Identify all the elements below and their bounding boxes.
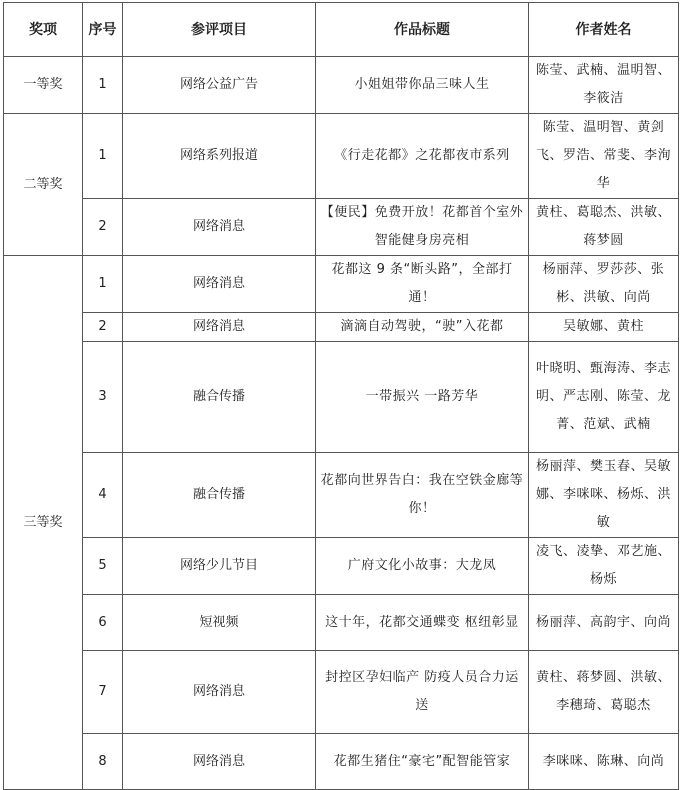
title-cell: 《行走花都》之花都夜市系列 [316, 114, 529, 199]
row-number: 1 [83, 114, 123, 199]
category-cell: 融合传播 [123, 342, 316, 453]
category-cell: 网络消息 [123, 651, 316, 734]
authors-cell: 陈莹、温明智、黄剑飞、罗浩、常斐、李洵华 [529, 114, 679, 199]
table-row [4, 256, 679, 313]
title-cell: 这十年，花都交通蝶变 枢纽彰显 [316, 595, 529, 651]
header-category: 参评项目 [123, 3, 316, 57]
header-number: 序号 [83, 3, 123, 57]
row-number: 6 [83, 595, 123, 651]
row-number: 7 [83, 651, 123, 734]
category-cell: 网络消息 [123, 256, 316, 313]
row-number: 5 [83, 538, 123, 595]
title-cell: 滴滴自动驾驶，“驶”入花都 [316, 313, 529, 342]
table-row [4, 538, 679, 595]
title-cell: 【便民】免费开放！花都首个室外智能健身房亮相 [316, 199, 529, 256]
row-number: 3 [83, 342, 123, 453]
table-row [4, 199, 679, 256]
table-row [4, 114, 679, 199]
authors-cell: 杨丽萍、高韵宇、向尚 [529, 595, 679, 651]
table-row [4, 734, 679, 790]
award-level-first: 一等奖 [4, 57, 83, 114]
category-cell: 网络少儿节目 [123, 538, 316, 595]
authors-cell: 凌飞、凌挚、邓艺施、杨烁 [529, 538, 679, 595]
authors-cell: 杨丽萍、樊玉春、吴敏娜、李咪咪、杨烁、洪敏 [529, 453, 679, 538]
category-cell: 网络公益广告 [123, 57, 316, 114]
title-cell: 一带振兴 一路芳华 [316, 342, 529, 453]
header-title: 作品标题 [316, 3, 529, 57]
authors-cell: 杨丽萍、罗莎莎、张彬、洪敏、向尚 [529, 256, 679, 313]
table-row [4, 57, 679, 114]
title-cell: 封控区孕妇临产 防疫人员合力运送 [316, 651, 529, 734]
category-cell: 网络消息 [123, 199, 316, 256]
awards-table [3, 2, 679, 790]
row-number: 4 [83, 453, 123, 538]
authors-cell: 叶晓明、甄海涛、李志明、严志刚、陈莹、龙菁、范斌、武楠 [529, 342, 679, 453]
table-row [4, 453, 679, 538]
category-cell: 短视频 [123, 595, 316, 651]
category-cell: 网络消息 [123, 313, 316, 342]
category-cell: 网络系列报道 [123, 114, 316, 199]
row-number: 2 [83, 313, 123, 342]
row-number: 1 [83, 57, 123, 114]
category-cell: 融合传播 [123, 453, 316, 538]
table-row [4, 595, 679, 651]
header-row [4, 3, 679, 57]
award-level-third: 三等奖 [4, 256, 83, 790]
authors-cell: 陈莹、武楠、温明智、李筱洁 [529, 57, 679, 114]
title-cell: 小姐姐带你品三味人生 [316, 57, 529, 114]
header-award: 奖项 [4, 3, 83, 57]
header-authors: 作者姓名 [529, 3, 679, 57]
title-cell: 花都这 9 条“断头路”，全部打通！ [316, 256, 529, 313]
authors-cell: 黄柱、葛聪杰、洪敏、蒋梦圆 [529, 199, 679, 256]
row-number: 1 [83, 256, 123, 313]
row-number: 2 [83, 199, 123, 256]
award-level-second: 二等奖 [4, 114, 83, 256]
title-cell: 广府文化小故事：大龙凤 [316, 538, 529, 595]
authors-cell: 吴敏娜、黄柱 [529, 313, 679, 342]
table-row [4, 651, 679, 734]
title-cell: 花都向世界告白：我在空铁金廊等你！ [316, 453, 529, 538]
authors-cell: 李咪咪、陈琳、向尚 [529, 734, 679, 790]
authors-cell: 黄柱、蒋梦圆、洪敏、李穗琦、葛聪杰 [529, 651, 679, 734]
table-row [4, 342, 679, 453]
row-number: 8 [83, 734, 123, 790]
title-cell: 花都生猪住“豪宅”配智能管家 [316, 734, 529, 790]
category-cell: 网络消息 [123, 734, 316, 790]
table-row [4, 313, 679, 342]
